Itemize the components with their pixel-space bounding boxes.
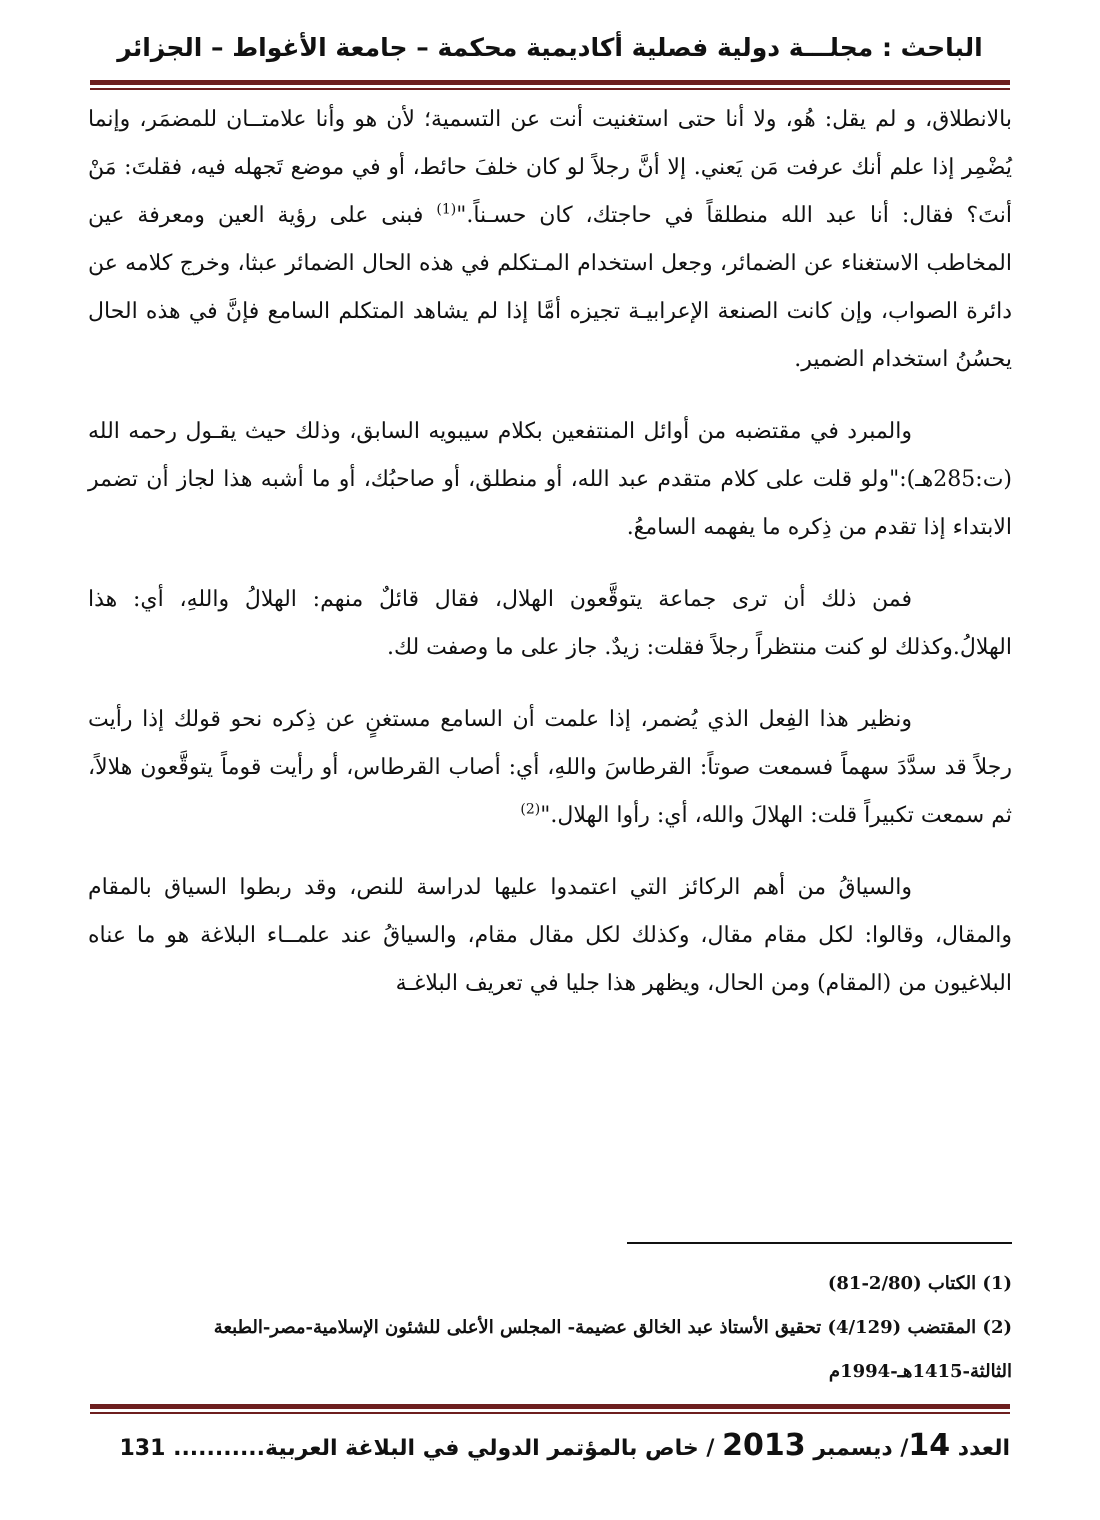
- paragraph-1: [88, 96, 1012, 384]
- footer-month: / ديسمبر: [813, 1436, 909, 1461]
- footnote-1: (1) الكتاب (2/80-81): [827, 1273, 1012, 1294]
- body-text: [88, 96, 1012, 1008]
- footnote-ref-1: (1): [436, 201, 457, 218]
- page-number: 131: [119, 1436, 166, 1461]
- paragraph-2: والمبرد في مقتضبه من أوائل المنتفعين بكلام سيبويه السابق، وذلك حيث يقـول رحمه الله (ت:285هـ):"ولو قلت على كلام متقدم عبد الله، أو منطلق، أو صاحبُك، أو ما أشبه هذا لجاز أن تضمر الابتداء إذا تقدم من ذِكره ما يفهمه السامعُ.: [88, 419, 1012, 540]
- footer-conference: / خاص بالمؤتمر الدولي في البلاغة العربية: [265, 1436, 715, 1461]
- paragraph-1-continuation: فبنى على رؤية العين ومعرفة عين المخاطب الاستغناء عن الضمائر، وجعل استخدام المـتكلم في هذه الحال الضمائر عبثا، وخرج كلامه عن دائرة الصواب، وإن كانت الصنعة الإعرابيـة تجيزه أمَّا إذا لم يشاهد المتكلم السامع فإنَّ في هذه الحال يحسُنُ استخدام الضمير.: [88, 203, 1013, 372]
- footnote-2: (2) المقتضب (4/129) تحقيق الأستاذ عبد الخالق عضيمة- المجلس الأعلى للشئون الإسلامية-مصر-الطبعة الثالثة-1415هـ-1994م: [213, 1317, 1012, 1382]
- footer: [90, 1426, 1010, 1469]
- footer-issue-number: 14: [908, 1428, 951, 1463]
- footer-year: 2013: [722, 1428, 806, 1463]
- footnote-separator: [627, 1242, 1012, 1244]
- paragraph-4-text: ونظير هذا الفِعل الذي يُضمر، إذا علمت أن السامع مستغنٍ عن ذِكره نحو قولك إذا رأيت رجلاً قد سدَّدَ سهماً فسمعت صوتاً: القرطاسَ واللهِ، أي: أصاب القرطاس، أو رأيت قوماً يتوقَّعون هلالاً، ثم سمعت تكبيراً قلت: الهلالَ والله، أي: رأوا الهلال.": [88, 707, 1012, 828]
- footnote-ref-2: (2): [520, 801, 541, 818]
- footer-rule-thick: [90, 1404, 1010, 1409]
- header-rule-thick: [90, 80, 1010, 85]
- paragraph-1-text: بالانطلاق، و لم يقل: هُو، ولا أنا حتى استغنيت أنت عن التسمية؛ لأن هو وأنا علامتــان للمضمَر، وإنما يُضْمِر إذا علم أنك عرفت مَن يَعني. إلا أنَّ رجلاً لو كان خلفَ حائط، أو في موضع تَجهله فيه، فقلتَ: مَنْ أنتَ؟ فقال: أنا عبد الله منطلقاً في حاجتك، كان حسـناً.": [88, 107, 1012, 228]
- paragraph-3: فمن ذلك أن ترى جماعة يتوقَّعون الهلال، فقال قائلٌ منهم: الهلالُ واللهِ، أي: هذا الهلالُ.وكذلك لو كنت منتظراً رجلاً فقلت: زيدٌ. جاز على ما وصفت لك.: [88, 587, 1012, 660]
- footer-rule-thin: [90, 1412, 1010, 1414]
- footer-issue-label: العدد: [957, 1436, 1010, 1461]
- paragraph-4: [88, 696, 1012, 840]
- footnotes: [88, 1262, 1012, 1394]
- paragraph-5: والسياقُ من أهم الركائز التي اعتمدوا عليها لدراسة للنص، وقد ربطوا السياق بالمقام والمقال، وقالوا: لكل مقام مقال، وكذلك لكل مقال مقام، والسياقُ عند علمــاء البلاغة هو ما عناه البلاغيون من (المقام) ومن الحال، ويظهر هذا جليا في تعريف البلاغـة: [88, 875, 1012, 996]
- journal-header-title: الباحث : مجلـــة دولية فصلية أكاديمية محكمة – جامعة الأغواط – الجزائر: [117, 33, 983, 62]
- footer-dots: ...........: [173, 1436, 266, 1461]
- header-rule-thin: [90, 88, 1010, 90]
